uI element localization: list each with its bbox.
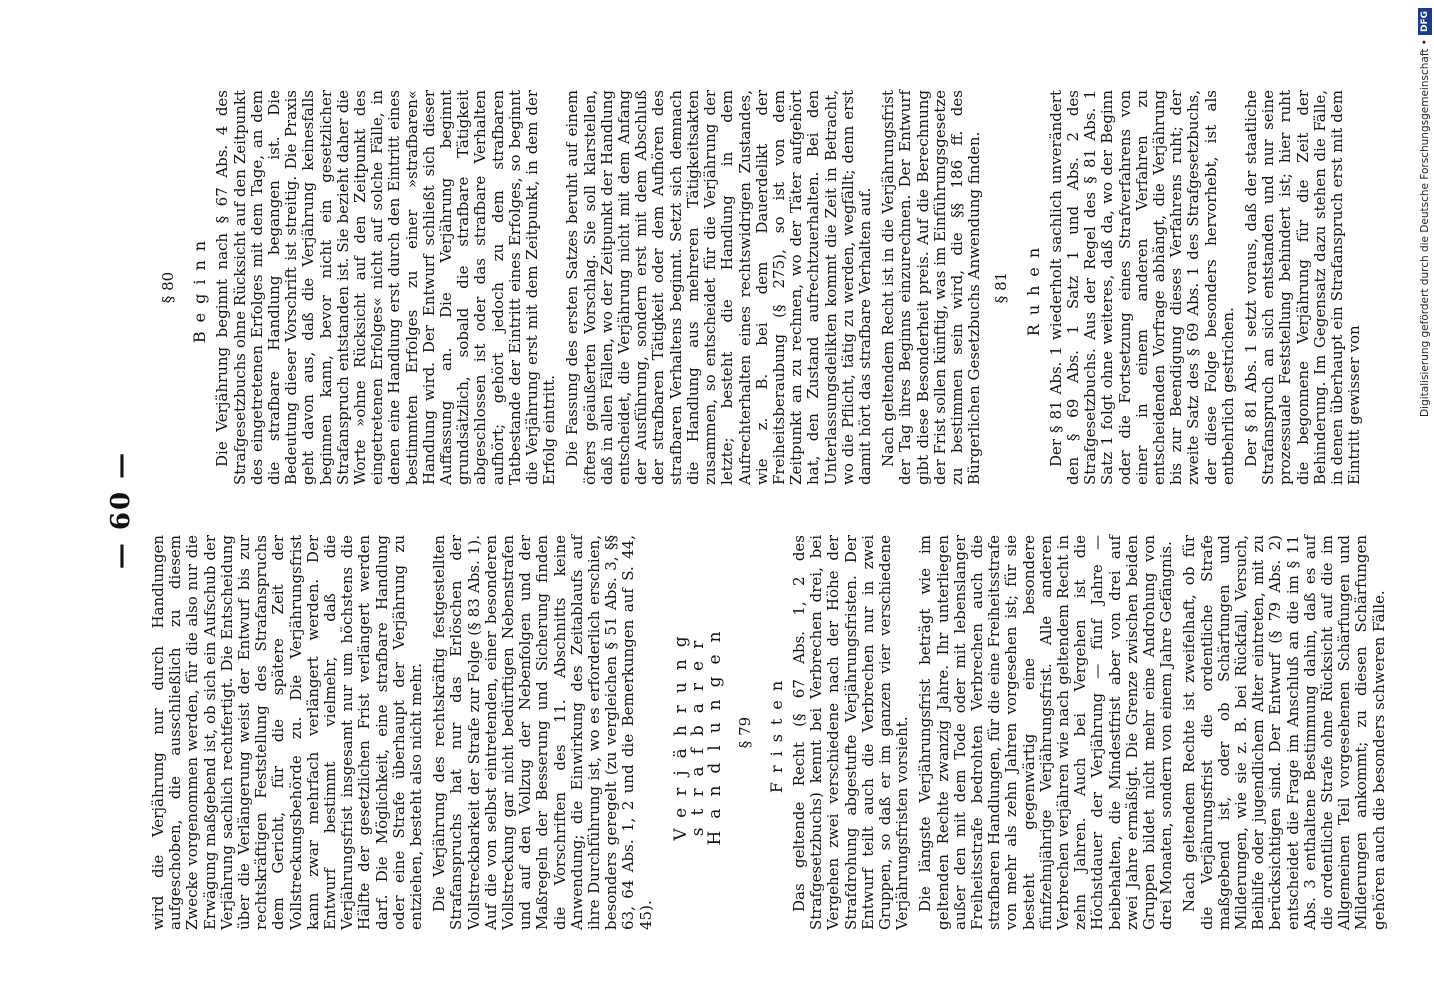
digitization-credit <box>1416 8 1434 992</box>
section-title: Fristen <box>766 671 786 794</box>
paragraph: Die Fassung des ersten Satzes beruht auf einem öfters geäußerten Vorschlag. Sie soll klarstellen, daß in allen Fällen, wo der Zeitpunkt der Handlung entscheidet, die Verjährung nicht mit dem Anfang der Ausführung, sondern erst mit dem Abschluß der strafbaren Tätigkeit oder dem Aufhören des strafbaren Verhaltens beginnt. Setzt sich demnach die Handlung aus mehreren Tätigkeitsakten zusammen, so entscheidet für die Verjährung der letzte; besteht die Handlung in dem Aufrechterhalten eines rechtswidrigen Zustandes, wie z. B. bei dem Dauerdelikt der Freiheitsberaubung (§ 275), so ist von dem Zeitpunkt an zu rechnen, wo der Täter aufgehört hat, den Zustand aufrechtzuerhalten. Bei den Unterlassungsdelikten kommt die Zeit in Betracht, wo die Pflicht, tätig zu werden, wegfällt; denn erst damit hört das strafbare Verhalten auf. <box>563 90 874 485</box>
dfg-logo: DFG <box>1418 8 1432 35</box>
paragraph: Der § 81 Abs. 1 setzt voraus, daß der staatliche Strafanspruch an sich entstanden und nur seine prozessuale Feststellung behindert ist; hier ruht die begonnene Verjährung für die Zeit der Behinderung. Im Gegensatz dazu stehen die Fälle, in denen überhaupt ein Strafanspruch erst mit dem Eintritt gewisser von <box>1241 90 1364 485</box>
paragraph: wird die Verjährung nur durch Handlungen aufgeschoben, die ausschließlich zu diesem Zwecke vorgenommen werden, für die also nur die Erwägung maßgebend ist, ob sich ein Aufschub der Verjährung sachlich rechtfertigt. Die Entscheidung über die Verlängerung weist der Entwurf bis zur rechtskräftigen Feststellung des Strafanspruchs dem Gericht, für die spätere Zeit der Vollstreckungsbehörde zu. Die Verjährungsfrist kann zwar mehrfach verlängert werden. Der Entwurf bestimmt vielmehr, daß die Verjährungsfrist insgesamt nur um höchstens die Hälfte der gesetzlichen Frist verlängert werden darf. Die Möglichkeit, eine strafbare Handlung oder eine Strafe überhaupt der Verjährung zu entziehen, besteht also nicht mehr. <box>149 535 426 930</box>
section-number: § 81 <box>992 271 1011 304</box>
credit-line <box>1416 8 1434 992</box>
page-content <box>106 90 1388 930</box>
paragraph: Nach geltendem Rechte ist zweifelhaft, ob für die Verjährungsfrist die ordentliche Strafe maßgebend ist, oder ob Schärfungen und Milderungen, wie sie z. B. bei Rückfall, Versuch, Beihilfe oder jugendlichem Alter eintreten, mit zu berücksichtigen sind. Der Entwurf (§ 79 Abs. 2) entscheidet die Frage im Anschluß an die im § 11 Abs. 3 enthaltene Bestimmung dahin, daß es auf die ordentliche Strafe ohne Rücksicht auf die im Allgemeinen Teil vorgesehenen Schärfungen und Milderungen ankommt; zu diesen Schärfungen gehören auch die besonders schweren Fälle. <box>1180 535 1388 930</box>
left-column <box>150 535 1394 930</box>
section-number: § 80 <box>159 271 177 304</box>
section-title: Beginn <box>190 231 210 344</box>
paragraph: Der § 81 Abs. 1 wiederholt sachlich unverändert den § 69 Abs. 1 Satz 1 und Abs. 2 des Strafgesetzbuchs. Aus der Regel des § 81 Abs. 1 Satz 1 folgt ohne weiteres, daß da, wo der Beginn oder die Fortsetzung eines Strafverfahrens von einer in einem anderen Verfahren zu entscheidenden Vorfrage abhängt, die Verjährung bis zur Beendigung dieses Verfahrens ruht; der zweite Satz des § 69 Abs. 1 des Strafgesetzbuchs, der diese Folge besonders hervorhebt, ist als entbehrlich gestrichen. <box>1046 90 1237 485</box>
section-title: Ruhen <box>1023 238 1043 337</box>
paragraph: Das geltende Recht (§ 67 Abs. 1, 2 des Strafgesetzbuchs) kennt bei Verbrechen drei, bei Vergehen zwei verschiedene nach der Höhe der Strafdrohung abgestufte Verjährungsfristen. Der Entwurf teilt auch die Verbrechen nur in zwei Gruppen, so daß er im ganzen vier verschiedene Verjährungsfristen vorsieht. <box>789 535 912 930</box>
credit-text: Digitalisierung gefördert durch die Deutsche Forschungsgemeinschaft • <box>1419 39 1431 417</box>
section-number: § 79 <box>735 716 754 749</box>
paragraph: Die längste Verjährungsfrist beträgt wie im geltenden Rechte zwanzig Jahre. Ihr unterliegen außer den mit dem Tode oder mit lebenslanger Freiheitsstrafe bedrohten Verbrechen auch die strafbaren Handlungen, für die eine Freiheitsstrafe von mehr als zehn Jahren vorgesehen ist; für sie besteht gegenwärtig eine besondere fünfzehnjährige Verjährungsfrist. Alle anderen Verbrechen verjähren wie nach geltendem Recht in zehn Jahren. Auch bei Vergehen ist die Höchstdauer der Verjährung — fünf Jahre — beibehalten, die Mindestfrist aber von drei auf zwei Jahre ermäßigt. Die Grenze zwischen beiden Gruppen bildet nicht mehr eine Androhung von drei Monaten, sondern von einem Jahre Gefängnis. <box>916 535 1176 930</box>
paragraph: Nach geltendem Recht ist in die Verjährungsfrist der Tag ihres Beginns einzurechnen. Der Entwurf gibt diese Besonderheit preis. Auf die Berechnung der Frist sollen künftig, was im Einführungsgesetze zu bestimmen sein wird, die §§ 186 ff. des Bürgerlichen Gesetzbuchs Anwendung finden. <box>879 90 984 485</box>
page-number: — 60 — <box>106 450 136 570</box>
right-column <box>150 90 1369 485</box>
paragraph: Die Verjährung beginnt nach § 67 Abs. 4 des Strafgesetzbuchs ohne Rücksicht auf den Zeitpunkt des eingetretenen Erfolges mit dem Tage, an dem die strafbare Handlung begangen ist. Die Bedeutung dieser Vorschrift ist streitig. Die Praxis geht davon aus, daß die Verjährung keinesfalls beginnen kann, bevor nicht ein gesetzlicher Strafanspruch entstanden ist. Sie bezieht daher die Worte »ohne Rücksicht auf den Zeitpunkt des eingetretenen Erfolges« nicht auf solche Fälle, in denen eine Handlung erst durch den Eintritt eines bestimmten Erfolges zu einer »strafbaren« Handlung wird. Der Entwurf schließt sich dieser Auffassung an. Die Verjährung beginnt grundsätzlich, sobald die strafbare Tätigkeit abgeschlossen ist oder das strafbare Verhalten aufhört; gehört jedoch zu dem strafbaren Tatbestande der Eintritt eines Erfolges, so beginnt die Verjährung erst mit dem Zeitpunkt, in dem der Erfolg eintritt. <box>213 90 559 485</box>
paragraph: Die Verjährung des rechtskräftig festgestellten Strafanspruchs hat nur das Erlöschen der Vollstreckbarkeit der Strafe zur Folge (§ 83 Abs. 1). Auf die von selbst eintretenden, einer besonderen Vollstreckung gar nicht bedürftigen Nebenstrafen und auf den Vollzug der Nebenfolgen und der Maßregeln der Besserung und Sicherung finden die Vorschriften des 11. Abschnitts keine Anwendung; die Einwirkung des Zeitablaufs auf ihre Durchführung ist, wo es erforderlich erschien, besonders geregelt (zu vergleichen § 51 Abs. 3, §§ 63, 64 Abs. 1, 2 und die Bemerkungen auf S. 44, 45). <box>430 535 655 930</box>
chapter-heading: Verjährung strafbarer Handlungen <box>670 619 726 846</box>
